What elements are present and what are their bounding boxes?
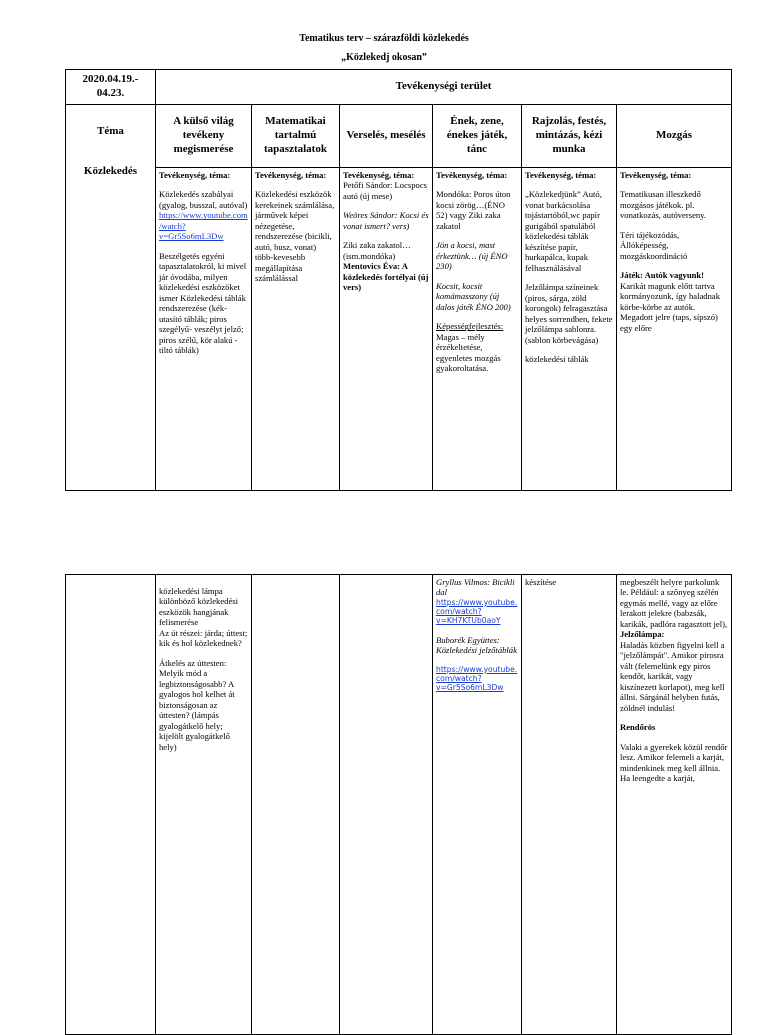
cell-kulso-vilag — [156, 168, 252, 491]
text-block: Buborék Együttes: Közlekedési jelzőtáblák — [436, 634, 517, 656]
cell-mozgas — [617, 168, 732, 491]
text-block: Karikát magunk előtt tartva kormányozunk, így haladnak körbe-körbe az autók. Megadott jelre (taps, sípszó) egy előre — [620, 280, 720, 333]
column-header-5: Rajzolás, festés, mintázás, kézi munka — [522, 105, 617, 168]
tema-cell — [66, 105, 156, 491]
text-block: Tematikusan illeszkedő mozgásos játékok. pl. vonatkozás, autóverseny. — [620, 189, 707, 221]
text-block: Ziki zaka zakatol… (ism.mondóka) — [343, 240, 411, 261]
activity-label: Tevékenység, téma: — [620, 170, 692, 180]
column-header-2: Matematikai tartalmú tapasztalatok — [252, 105, 340, 168]
topic-label: Közlekedés — [83, 164, 138, 177]
activity-label: Tevékenység, téma: — [159, 170, 231, 180]
area-header: Tevékenységi terület — [156, 70, 732, 105]
text-block: „Közlekedjünk” Autó, vonat barkácsolása tojástartóból,wc papír gurigából spatulából közlekedési táblák készítése papír, hurkapálca, kupak felhasználásával — [525, 189, 602, 273]
activity-label: Tevékenység, téma: — [255, 170, 327, 180]
cell-rajzolas-cont — [522, 575, 617, 1035]
text-block: Jelzőlámpa színeinek (piros, sárga, zöld korongok) felragasztása helyes sorrendben, fekete jelzőlámpa sablonra.(sablon körbevágása) — [525, 282, 613, 345]
text-block: Átkelés az úttesten: Melyik mód a legbiztonságosabb? A gyalogos hol kelhet át biztonságosan az úttesten? (lámpás gyalogátkelő hely; kijelölt gyalogátkelő hely) — [159, 657, 235, 752]
cell-enek — [433, 168, 522, 491]
tema-label: Téma — [97, 125, 124, 137]
cell-kulso-vilag-cont — [156, 575, 252, 1035]
text-block: Közlekedés szabályai (gyalog, busszal, autóval) — [159, 189, 248, 210]
doc-title: Tematikus terv – szárazföldi közlekedés — [299, 33, 469, 44]
text-block: Mentovics Éva: A közlekedés fortélyai (új vers) — [343, 261, 429, 293]
text-block: Magas – mély érzékeltetése, egyenletes mozgás gyakoroltatása. — [436, 331, 501, 374]
text-block: Az út részei: járda; úttest; kik és hol közlekednek? — [159, 627, 248, 649]
text-block: közlekedési táblák — [525, 354, 589, 365]
plan-table-1 — [65, 69, 732, 491]
text-block: Képességfejlesztés: — [436, 321, 504, 332]
column-header-1: A külső világ tevékeny megismerése — [156, 105, 252, 168]
text-block: Közlekedési eszközök kerekeinek számlálása, járművek képei nézegetése, rendszerezése (bicikli, autó, busz, vonat) több-kevesebb megállapítása számlálással — [255, 189, 335, 284]
doc-subtitle: „Közlekedj okosan” — [341, 52, 427, 63]
text-block: Gryllus Vilmos: Bicikli dal — [436, 577, 515, 598]
text-block: Rendőrös — [620, 722, 656, 733]
column-header-6: Mozgás — [617, 105, 732, 168]
activity-label: Tevékenység, téma: — [343, 170, 415, 180]
text-block: készítése — [525, 577, 557, 587]
cell-rajzolas — [522, 168, 617, 491]
text-block: Jelzőlámpa: — [620, 629, 665, 640]
cell-enek-cont — [433, 575, 522, 1035]
text-block: Téri tájékozódás, Állóképesség, mozgáskoordináció — [620, 229, 688, 261]
column-header-3: Verselés, mesélés — [340, 105, 433, 168]
activity-label: Tevékenység, téma: — [525, 170, 597, 180]
cell-verseles-cont — [340, 575, 433, 1035]
text-block: Haladás közben figyelni kell a "jelzőlámpát". Amikor pirosra vált (felemelünk egy piros kendőt, karikát, vagy kiszínezett korlapot), meg kell állni. Sárgánál helyben futás, zöldnél indulás! — [620, 639, 725, 713]
text-block: Valaki a gyerekek közül rendőr lesz. Amikor felemeli a karját, mindenkinek meg kell állnia. Ha leengedte a karját, — [620, 741, 728, 784]
text-block: Mondóka: Poros úton kocsi zörög…(ÉNO 52) vagy Ziki zaka zakatol — [436, 189, 511, 231]
text-block: Beszélgetés egyéni tapasztalatokról, ki mivel jár óvodába, milyen közlekedési eszközöket ismer Közlekedési táblák rendszerezése (kék-utasító táblák; piros szegélyű- veszélyt jelző; piros szélű, kör alakú -tiltó táblák) — [159, 250, 247, 356]
cell-matematika-cont — [252, 575, 340, 1035]
text-block: Kocsit, kocsit komámasszony (új dalos játék ÉNO 200) — [436, 280, 511, 312]
cell-tema-cont — [66, 575, 156, 1035]
text-block: Weöres Sándor: Kocsi és vonat ismert? vers) — [343, 210, 429, 231]
cell-mozgas-cont — [617, 575, 732, 1035]
video-link[interactable]: https://www.youtube.com/watch?v=KH7KTUb0aoY — [436, 597, 518, 626]
date-cell: 2020.04.19.- 04.23. — [66, 70, 156, 105]
video-link[interactable]: https://www.youtube.com/watch?v=Gr5So6mL3Dw — [159, 210, 248, 242]
video-link[interactable]: https://www.youtube.com/watch?v=Gr5So6mL3Dw — [436, 664, 518, 693]
cell-verseles — [340, 168, 433, 491]
text-block: Jön a kocsi, mast érkeztünk… (új ÉNO 230) — [436, 240, 508, 272]
text-block: közlekedési lámpa különböző közlekedési eszközök hangjának felismerése — [159, 586, 238, 628]
activity-label: Tevékenység, téma: — [436, 170, 508, 180]
text-block: Játék: Autók vagyunk! — [620, 270, 705, 281]
text-block: megbeszélt helyre parkolunk le. Például: a szőnyeg szélén egymás mellé, vagy az előre lerakott jelekre (babzsák, karikák, padlóra ragasztott jel), — [620, 577, 728, 629]
text-block: Petőfi Sándor: Locspocs autó (új mese) — [343, 180, 428, 201]
column-header-4: Ének, zene, énekes játék, tánc — [433, 105, 522, 168]
plan-table-2 — [65, 574, 732, 1035]
cell-matematika — [252, 168, 340, 491]
